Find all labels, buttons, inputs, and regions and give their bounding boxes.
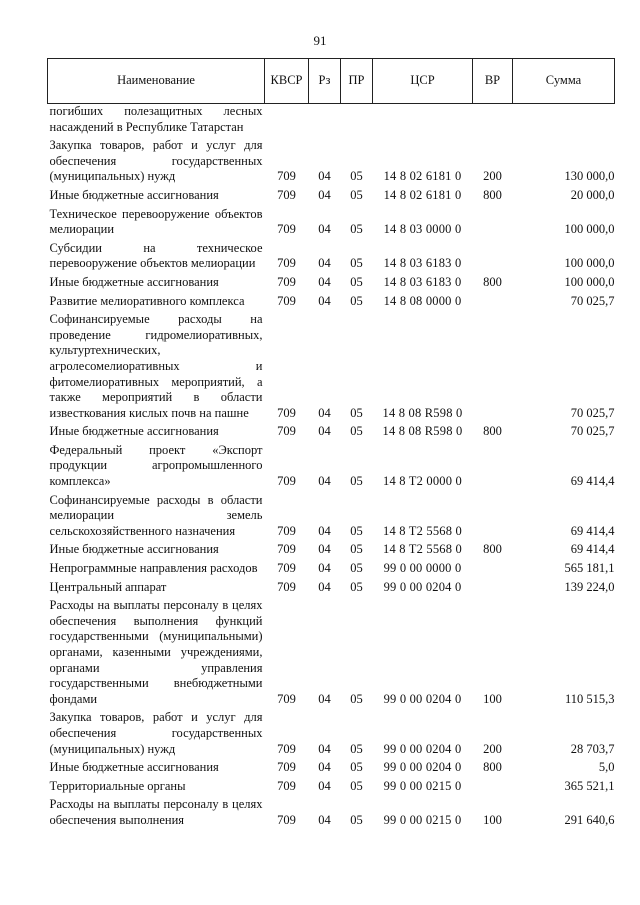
table-row bbox=[48, 559, 615, 578]
cell-sum: 100 000,0 bbox=[564, 274, 615, 289]
cell-pr: 05 bbox=[350, 579, 363, 594]
cell-pr: 05 bbox=[350, 293, 363, 308]
cell-csr: 14 8 02 6181 0 bbox=[383, 169, 462, 184]
cell-pr: 05 bbox=[350, 169, 363, 184]
cell-vr: 200 bbox=[483, 169, 502, 184]
cell-name: Иные бюджетные ассигнования bbox=[49, 424, 219, 439]
cell-rz: 04 bbox=[318, 274, 331, 289]
table-row bbox=[48, 104, 615, 137]
cell-pr: 05 bbox=[350, 778, 363, 793]
table-row bbox=[48, 578, 615, 597]
cell-csr: 14 8 08 0000 0 bbox=[383, 293, 462, 308]
cell-pr: 05 bbox=[350, 274, 363, 289]
cell-kvsr bbox=[265, 104, 309, 137]
column-header-sum: Сумма bbox=[513, 59, 615, 104]
cell-kvsr: 709 bbox=[277, 778, 296, 793]
table-row bbox=[48, 777, 615, 796]
table-row bbox=[48, 758, 615, 777]
cell-rz: 04 bbox=[318, 405, 331, 420]
cell-name: Субсидии на техническое перевооружение объектов мелиорации bbox=[49, 240, 263, 271]
cell-vr: 200 bbox=[483, 741, 502, 756]
cell-sum: 130 000,0 bbox=[564, 169, 615, 184]
table-row bbox=[48, 273, 615, 292]
cell-vr bbox=[473, 777, 513, 796]
cell-pr: 05 bbox=[350, 561, 363, 576]
cell-kvsr: 709 bbox=[277, 293, 296, 308]
cell-sum: 70 025,7 bbox=[570, 293, 615, 308]
cell-rz: 04 bbox=[318, 812, 331, 827]
cell-pr: 05 bbox=[350, 542, 363, 557]
cell-name: Софинансируемые расходы в области мелиорации земель сельскохозяйственного назначения bbox=[49, 492, 263, 538]
cell-kvsr: 709 bbox=[277, 169, 296, 184]
table-row bbox=[48, 292, 615, 311]
cell-sum: 69 414,4 bbox=[570, 523, 615, 538]
cell-rz: 04 bbox=[318, 741, 331, 756]
cell-vr bbox=[473, 310, 513, 422]
cell-sum: 20 000,0 bbox=[570, 187, 615, 202]
cell-csr bbox=[373, 104, 473, 137]
table-row bbox=[48, 310, 615, 422]
cell-sum: 139 224,0 bbox=[564, 579, 615, 594]
cell-vr bbox=[473, 292, 513, 311]
cell-rz: 04 bbox=[318, 424, 331, 439]
cell-rz: 04 bbox=[318, 523, 331, 538]
cell-csr: 99 0 00 0204 0 bbox=[383, 691, 462, 706]
cell-pr: 05 bbox=[350, 741, 363, 756]
cell-sum: 100 000,0 bbox=[564, 222, 615, 237]
cell-name: Иные бюджетные ассигнования bbox=[49, 274, 219, 289]
cell-csr: 14 8 T2 5568 0 bbox=[383, 523, 462, 538]
cell-csr: 99 0 00 0215 0 bbox=[383, 812, 462, 827]
column-header-csr: ЦСР bbox=[373, 59, 473, 104]
cell-rz: 04 bbox=[318, 561, 331, 576]
cell-rz: 04 bbox=[318, 293, 331, 308]
cell-kvsr: 709 bbox=[277, 222, 296, 237]
table-row bbox=[48, 239, 615, 273]
cell-kvsr: 709 bbox=[277, 274, 296, 289]
cell-name: погибших полезащитных лесных насаждений в Республике Татарстан bbox=[49, 104, 263, 134]
cell-rz: 04 bbox=[318, 169, 331, 184]
cell-sum: 69 414,4 bbox=[570, 542, 615, 557]
cell-sum: 110 515,3 bbox=[564, 691, 615, 706]
table-row bbox=[48, 136, 615, 186]
column-header-name: Наименование bbox=[48, 59, 265, 104]
cell-rz: 04 bbox=[318, 691, 331, 706]
cell-pr: 05 bbox=[350, 222, 363, 237]
cell-vr bbox=[473, 104, 513, 137]
cell-name: Федеральный проект «Экспорт продукции агропромышленного комплекса» bbox=[49, 442, 263, 489]
cell-rz: 04 bbox=[318, 187, 331, 202]
cell-pr: 05 bbox=[350, 405, 363, 420]
cell-kvsr: 709 bbox=[277, 405, 296, 420]
cell-sum: 70 025,7 bbox=[570, 424, 615, 439]
cell-vr bbox=[473, 559, 513, 578]
cell-vr bbox=[473, 239, 513, 273]
cell-vr bbox=[473, 491, 513, 541]
cell-name: Закупка товаров, работ и услуг для обеспечения государственных (муниципальных) нужд bbox=[49, 138, 263, 184]
cell-pr bbox=[341, 104, 373, 137]
column-header-kvsr: КВСР bbox=[265, 59, 309, 104]
cell-name: Непрограммные направления расходов bbox=[49, 561, 258, 576]
cell-sum: 28 703,7 bbox=[570, 741, 615, 756]
table-row bbox=[48, 205, 615, 239]
cell-sum: 5,0 bbox=[598, 760, 615, 775]
cell-kvsr: 709 bbox=[277, 812, 296, 827]
cell-name: Центральный аппарат bbox=[49, 579, 167, 594]
cell-name: Техническое перевооружение объектов мелиорации bbox=[49, 206, 263, 237]
cell-kvsr: 709 bbox=[277, 424, 296, 439]
cell-csr: 14 8 02 6181 0 bbox=[383, 187, 462, 202]
table-row bbox=[48, 186, 615, 205]
cell-kvsr: 709 bbox=[277, 474, 296, 489]
cell-sum: 365 521,1 bbox=[564, 778, 615, 793]
cell-pr: 05 bbox=[350, 691, 363, 706]
cell-kvsr: 709 bbox=[277, 523, 296, 538]
cell-pr: 05 bbox=[350, 187, 363, 202]
cell-csr: 14 8 T2 0000 0 bbox=[383, 474, 462, 489]
cell-csr: 99 0 00 0204 0 bbox=[383, 741, 462, 756]
cell-vr: 100 bbox=[483, 691, 502, 706]
cell-sum: 291 640,6 bbox=[564, 812, 615, 827]
cell-sum bbox=[513, 104, 615, 137]
table-row bbox=[48, 795, 615, 829]
cell-csr: 14 8 03 6183 0 bbox=[383, 256, 462, 271]
column-header-vr: ВР bbox=[473, 59, 513, 104]
cell-name: Софинансируемые расходы на проведение гидромелиоративных, культуртехнических, агролесомелиоративных и фитомелиоративных мероприятий, а также мероприятий в области известкования кислых почв на пашне bbox=[49, 312, 263, 420]
cell-csr: 99 0 00 0204 0 bbox=[383, 760, 462, 775]
cell-name: Расходы на выплаты персоналу в целях обеспечения выполнения функций государственными (муниципальными) органами, казенными учреждениями, органами управления государственными внебюджетными фондами bbox=[49, 598, 263, 706]
budget-table bbox=[47, 58, 615, 830]
cell-vr: 800 bbox=[483, 274, 502, 289]
table-row bbox=[48, 540, 615, 559]
cell-kvsr: 709 bbox=[277, 561, 296, 576]
cell-csr: 99 0 00 0000 0 bbox=[383, 561, 462, 576]
table-body bbox=[48, 104, 615, 830]
cell-rz: 04 bbox=[318, 474, 331, 489]
cell-sum: 69 414,4 bbox=[570, 474, 615, 489]
cell-pr: 05 bbox=[350, 474, 363, 489]
cell-rz: 04 bbox=[318, 256, 331, 271]
cell-kvsr: 709 bbox=[277, 187, 296, 202]
cell-pr: 05 bbox=[350, 523, 363, 538]
cell-kvsr: 709 bbox=[277, 741, 296, 756]
cell-rz bbox=[309, 104, 341, 137]
cell-name: Иные бюджетные ассигнования bbox=[49, 760, 219, 775]
table-header bbox=[48, 59, 615, 104]
cell-sum: 565 181,1 bbox=[564, 561, 615, 576]
cell-csr: 14 8 03 0000 0 bbox=[383, 222, 462, 237]
cell-rz: 04 bbox=[318, 222, 331, 237]
table-row bbox=[48, 441, 615, 491]
column-header-pr: ПР bbox=[341, 59, 373, 104]
table-row bbox=[48, 708, 615, 758]
cell-csr: 99 0 00 0204 0 bbox=[383, 579, 462, 594]
cell-csr: 14 8 T2 5568 0 bbox=[383, 542, 462, 557]
cell-csr: 99 0 00 0215 0 bbox=[383, 778, 462, 793]
table-row bbox=[48, 422, 615, 441]
cell-kvsr: 709 bbox=[277, 579, 296, 594]
cell-vr bbox=[473, 578, 513, 597]
cell-vr bbox=[473, 441, 513, 491]
cell-rz: 04 bbox=[318, 579, 331, 594]
cell-name: Территориальные органы bbox=[49, 778, 186, 793]
cell-name: Иные бюджетные ассигнования bbox=[49, 542, 219, 557]
cell-name: Закупка товаров, работ и услуг для обеспечения государственных (муниципальных) нужд bbox=[49, 710, 263, 756]
cell-name: Расходы на выплаты персоналу в целях обеспечения выполнения bbox=[49, 797, 263, 827]
cell-name: Иные бюджетные ассигнования bbox=[49, 187, 219, 202]
cell-sum: 70 025,7 bbox=[570, 405, 615, 420]
cell-vr: 800 bbox=[483, 542, 502, 557]
page-number: 91 bbox=[313, 33, 327, 48]
cell-kvsr: 709 bbox=[277, 691, 296, 706]
cell-name: Развитие мелиоративного комплекса bbox=[49, 293, 245, 308]
cell-kvsr: 709 bbox=[277, 760, 296, 775]
cell-kvsr: 709 bbox=[277, 542, 296, 557]
cell-pr: 05 bbox=[350, 760, 363, 775]
cell-csr: 14 8 08 R598 0 bbox=[382, 405, 463, 420]
column-header-rz: Рз bbox=[309, 59, 341, 104]
cell-pr: 05 bbox=[350, 256, 363, 271]
cell-vr bbox=[473, 205, 513, 239]
cell-rz: 04 bbox=[318, 778, 331, 793]
cell-rz: 04 bbox=[318, 760, 331, 775]
cell-pr: 05 bbox=[350, 424, 363, 439]
cell-vr: 800 bbox=[483, 424, 502, 439]
cell-csr: 14 8 03 6183 0 bbox=[383, 274, 462, 289]
cell-rz: 04 bbox=[318, 542, 331, 557]
cell-kvsr: 709 bbox=[277, 256, 296, 271]
cell-vr: 100 bbox=[483, 812, 502, 827]
cell-csr: 14 8 08 R598 0 bbox=[382, 424, 463, 439]
cell-vr: 800 bbox=[483, 187, 502, 202]
cell-sum: 100 000,0 bbox=[564, 256, 615, 271]
table-row bbox=[48, 596, 615, 708]
table-row bbox=[48, 491, 615, 541]
cell-vr: 800 bbox=[483, 760, 502, 775]
cell-pr: 05 bbox=[350, 812, 363, 827]
